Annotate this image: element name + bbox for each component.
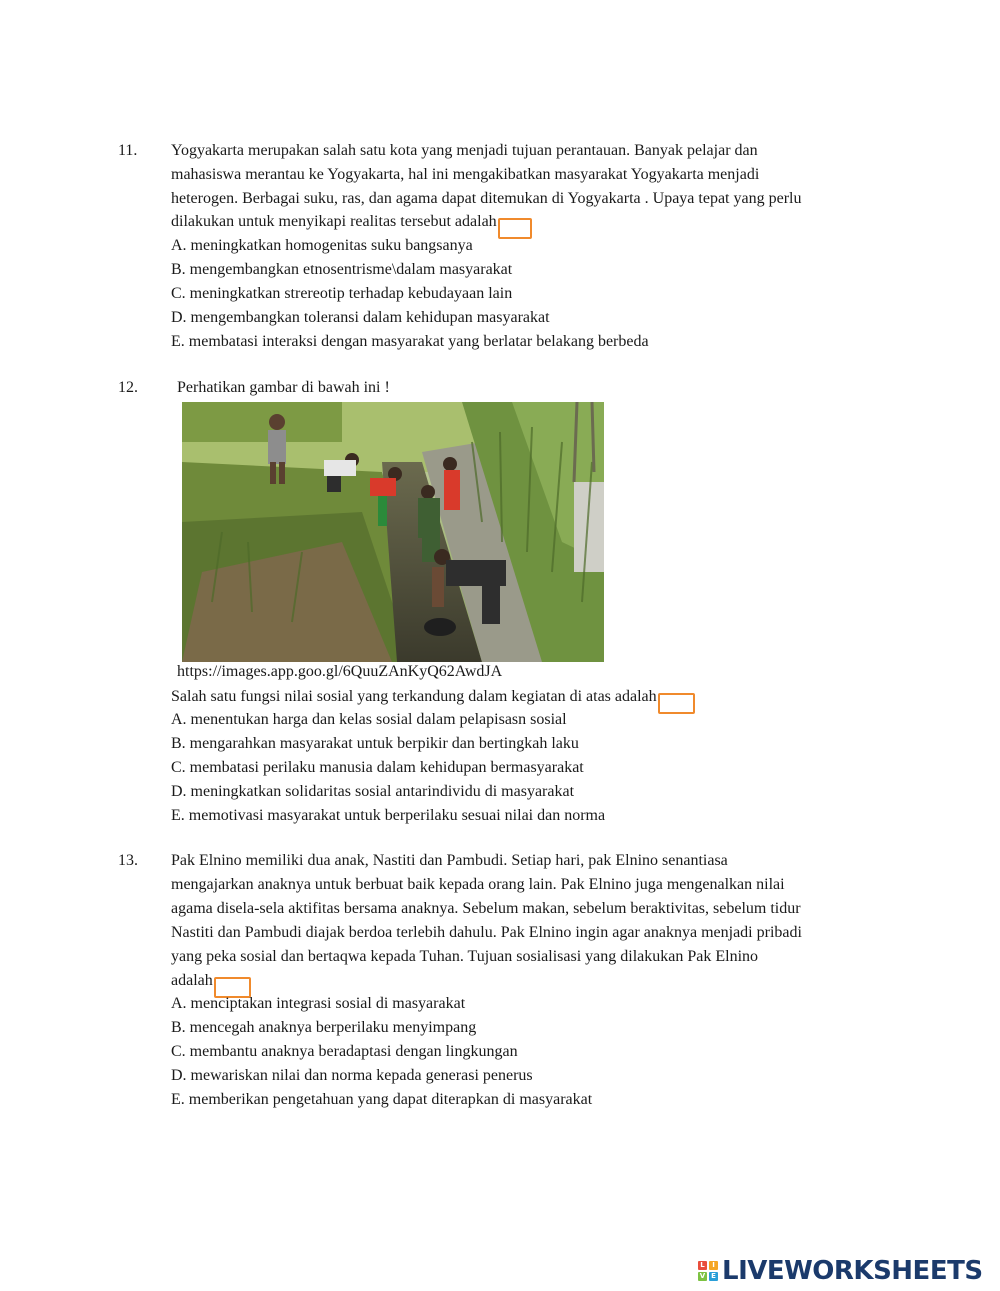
logo-text: LIVEWORKSHEETS	[722, 1256, 983, 1286]
q11-option-c: C. meningkatkan strereotip terhadap kebudayaan lain	[171, 285, 513, 302]
q13-text-tail: adalah	[171, 972, 213, 989]
q13-text-line: mengajarkan anaknya untuk berbuat baik kepada orang lain. Pak Elnino juga mengenalkan nilai	[171, 876, 785, 893]
liveworksheets-logo	[698, 1256, 983, 1286]
logo-letter: V	[699, 1272, 706, 1280]
logo-letter: E	[709, 1272, 718, 1281]
q12-answer-box[interactable]	[658, 693, 695, 714]
q12-number: 12.	[118, 379, 138, 396]
q11-text-line: mahasiswa merantau ke Yogyakarta, hal ini mengakibatkan masyarakat Yogyakarta menjadi	[171, 166, 760, 183]
q13-option-e: E. memberikan pengetahuan yang dapat diterapkan di masyarakat	[171, 1091, 593, 1108]
q13-option-d: D. mewariskan nilai dan norma kepada generasi penerus	[171, 1067, 533, 1084]
q11-answer-box[interactable]	[498, 218, 532, 239]
logo-letter: I	[709, 1261, 718, 1270]
q13-number: 13.	[118, 852, 138, 869]
q13-text-line: Nastiti dan Pambudi diajak berdoa terlebih dahulu. Pak Elnino ingin agar anaknya menjadi pribadi	[171, 924, 802, 941]
logo-letter: L	[698, 1261, 707, 1270]
q12-option-b: B. mengarahkan masyarakat untuk berpikir dan bertingkah laku	[171, 735, 579, 752]
q11-number: 11.	[118, 142, 138, 159]
q13-option-c: C. membantu anaknya beradaptasi dengan lingkungan	[171, 1043, 518, 1060]
q13-text-line: agama disela-sela aktifitas bersama anaknya. Sebelum makan, sebelum beraktivitas, sebelum tidur	[171, 900, 801, 917]
q11-text-tail: dilakukan untuk menyikapi realitas tersebut adalah	[171, 213, 497, 230]
q12-question-text: Salah satu fungsi nilai sosial yang terkandung dalam kegiatan di atas adalah	[171, 688, 657, 705]
q11-option-a: A. meningkatkan homogenitas suku bangsanya	[171, 237, 473, 254]
q11-option-d: D. mengembangkan toleransi dalam kehidupan masyarakat	[171, 309, 550, 326]
q12-option-a: A. menentukan harga dan kelas sosial dalam pelapisasn sosial	[171, 711, 567, 728]
q11-text-line: heterogen. Berbagai suku, ras, dan agama dapat ditemukan di Yogyakarta . Upaya tepat yang perlu	[171, 190, 802, 207]
q13-text-line: yang peka sosial dan bertaqwa kepada Tuhan. Tujuan sosialisasi yang dilakukan Pak Elnino	[171, 948, 759, 965]
river-cleanup-photo	[182, 402, 604, 662]
q11-text-line: Yogyakarta merupakan salah satu kota yang menjadi tujuan perantauan. Banyak pelajar dan	[171, 142, 758, 159]
q13-option-b: B. mencegah anaknya berperilaku menyimpang	[171, 1019, 477, 1036]
q13-text-line: Pak Elnino memiliki dua anak, Nastiti dan Pambudi. Setiap hari, pak Elnino senantiasa	[171, 852, 728, 869]
q13-option-a: A. menciptakan integrasi sosial di masyarakat	[171, 995, 466, 1012]
logo-mark-icon	[698, 1261, 718, 1281]
q12-option-d: D. meningkatkan solidaritas sosial antarindividu di masyarakat	[171, 783, 575, 800]
q12-option-c: C. membatasi perilaku manusia dalam kehidupan bermasyarakat	[171, 759, 584, 776]
q12-prompt: Perhatikan gambar di bawah ini !	[177, 379, 390, 396]
q12-image-source: https://images.app.goo.gl/6QuuZAnKyQ62AwdJA	[177, 663, 503, 680]
q12-option-e: E. memotivasi masyarakat untuk berperilaku sesuai nilai dan norma	[171, 807, 606, 824]
q11-option-e: E. membatasi interaksi dengan masyarakat yang berlatar belakang berbeda	[171, 333, 649, 350]
q11-option-b: B. mengembangkan etnosentrisme\dalam masyarakat	[171, 261, 513, 278]
